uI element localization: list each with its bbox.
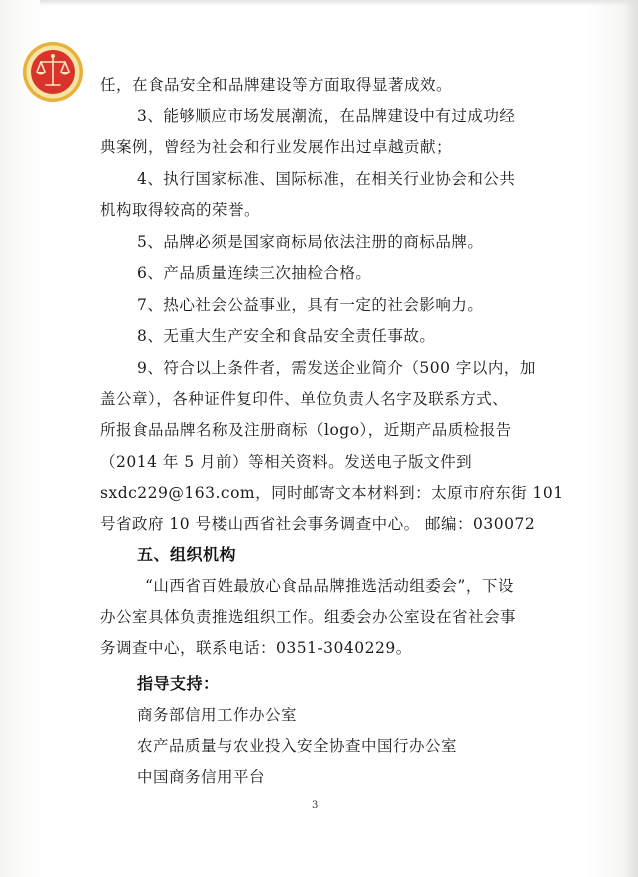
scan-right-edge — [624, 0, 638, 877]
body-line-6: 5、品牌必须是国家商标局依法注册的商标品牌。 — [137, 233, 484, 251]
body-line-7: 6、产品质量连续三次抽检合格。 — [137, 264, 372, 282]
section-heading: 五、组织机构 — [137, 545, 237, 564]
scales-of-justice-seal-icon — [22, 41, 84, 103]
body-line-15: 号省政府 10 号楼山西省社会事务调查中心。 邮编：030072 — [100, 515, 536, 533]
body-line-2: 3、能够顺应市场发展潮流，在品牌建设中有过成功经 — [137, 107, 516, 125]
body-line-8: 7、热心社会公益事业，具有一定的社会影响力。 — [137, 296, 484, 314]
section-line-1: “山西省百姓最放心食品品牌推选活动组委会”，下设 — [145, 577, 514, 595]
page-number: 3 — [312, 800, 319, 811]
body-line-12: 所报食品品牌名称及注册商标（logo），近期产品质检报告 — [100, 421, 512, 439]
support-item-1: 商务部信用工作办公室 — [137, 706, 298, 724]
section-line-2: 办公室具体负责推选组织工作。组委会办公室设在省社会事 — [100, 608, 517, 626]
body-line-13: （2014 年 5 月前）等相关资料。发送电子版文件到 — [100, 453, 473, 471]
body-line-4: 4、执行国家标准、国际标准，在相关行业协会和公共 — [137, 170, 516, 188]
body-line-14: sxdc229@163.com，同时邮寄文本材料到：太原市府东街 101 — [100, 484, 564, 502]
body-line-11: 盖公章），各种证件复印件、单位负责人名字及联系方式、 — [100, 390, 509, 408]
body-line-1: 任，在食品安全和品牌建设等方面取得显著成效。 — [100, 76, 453, 94]
body-line-5: 机构取得较高的荣誉。 — [100, 201, 261, 219]
body-line-3: 典案例，曾经为社会和行业发展作出过卓越贡献； — [100, 138, 453, 156]
body-line-9: 8、无重大生产安全和食品安全责任事故。 — [137, 327, 436, 345]
section-line-3: 务调查中心，联系电话：0351-3040229。 — [100, 639, 412, 657]
support-heading: 指导支持： — [137, 674, 220, 693]
support-item-3: 中国商务信用平台 — [137, 768, 266, 786]
body-line-10: 9、符合以上条件者，需发送企业简介（500 字以内，加 — [137, 359, 536, 377]
support-item-2: 农产品质量与农业投入安全协查中国行办公室 — [137, 737, 458, 755]
scan-top-edge — [40, 0, 638, 6]
